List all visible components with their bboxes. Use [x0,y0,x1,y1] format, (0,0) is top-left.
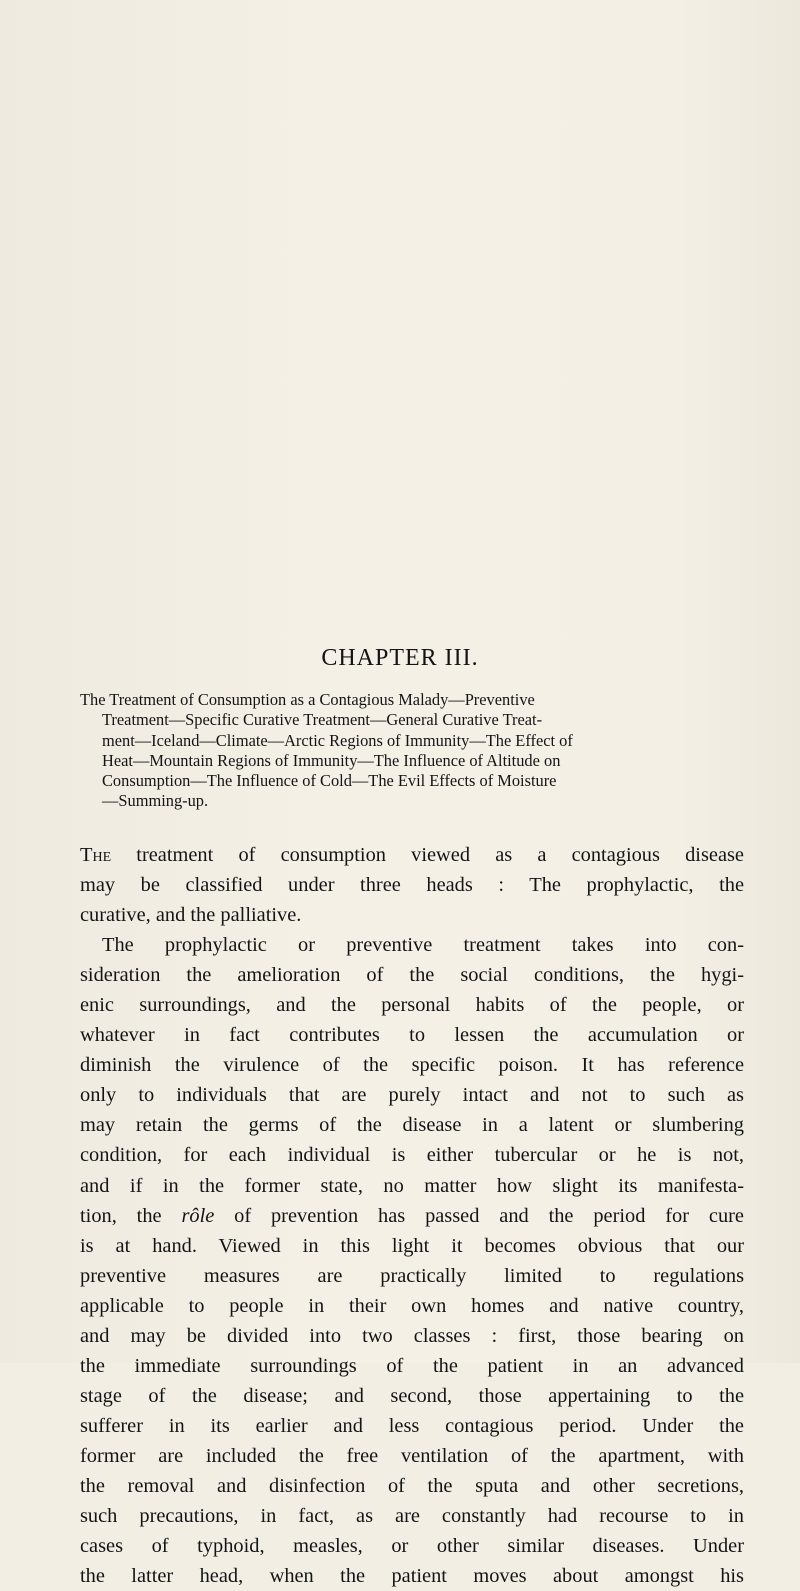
paragraph-2-line: and if in the former state, no matter how slight its manifesta- [80,1174,744,1197]
paragraph-2-line: stage of the disease; and second, those appertaining to the [80,1384,744,1407]
paragraph-2-line: sufferer in its earlier and less contagious period. Under the [80,1414,744,1437]
paragraph-2-line: is at hand. Viewed in this light it becomes obvious that our [80,1234,744,1257]
paragraph-2-line: the latter head, when the patient moves about amongst his [80,1565,744,1588]
paragraph-2-line: applicable to people in their own homes and native country, [80,1294,744,1317]
chapter-heading: CHAPTER III. [321,645,479,671]
paragraph-2-line: The prophylactic or preventive treatment takes into con- [102,934,744,957]
paragraph-2-line: the removal and disinfection of the sputa and other secretions, [80,1474,744,1497]
paragraph-2-line: cases of typhoid, measles, or other similar diseases. Under [80,1535,744,1558]
paragraph-2-line: the immediate surroundings of the patient in an advanced [80,1354,744,1377]
summary-line: Treatment—Specific Curative Treatment—General Curative Treat- [102,710,543,730]
lead-word: The [80,844,112,866]
summary-line: ment—Iceland—Climate—Arctic Regions of Immunity—The Effect of [102,730,573,750]
line-text: treatment of consumption viewed as a contagious disease [111,844,744,866]
paragraph-1-line: curative, and the palliative. [80,904,302,927]
paragraph-2-line: former are included the free ventilation of the apartment, with [80,1444,744,1467]
line-text: of prevention has passed and the period for cure [214,1204,744,1227]
paragraph-2-line: diminish the virulence of the specific poison. It has reference [80,1054,744,1077]
paragraph-2-line: preventive measures are practically limited to regulations [80,1264,744,1287]
paragraph-2-line: such precautions, in fact, as are constantly had recourse to in [80,1505,744,1528]
paragraph-1-line [80,840,744,870]
paragraph-2-line: only to individuals that are purely intact and not to such as [80,1084,744,1107]
paragraph-2-line: whatever in fact contributes to lessen the accumulation or [80,1024,744,1047]
paragraph-1-line: may be classified under three heads : The prophylactic, the [80,874,744,897]
chapter-summary [80,690,744,812]
paragraph-2-line: sideration the amelioration of the social conditions, the hygi- [80,964,744,987]
summary-line: Heat—Mountain Regions of Immunity—The Influence of Altitude on [102,750,561,770]
summary-line: The Treatment of Consumption as a Contagious Malady—Preventive [80,690,535,709]
paragraph-2-line: enic surroundings, and the personal habits of the people, or [80,994,744,1017]
line-text: tion, the [80,1204,182,1227]
paragraph-2-line [80,1201,744,1231]
role-word: rôle [181,1204,215,1227]
paragraph-2-line: and may be divided into two classes : first, those bearing on [80,1324,744,1347]
paragraph-2-line: may retain the germs of the disease in a latent or slumbering [80,1114,744,1137]
summary-line: Consumption—The Influence of Cold—The Evil Effects of Moisture [102,771,557,791]
body-text [80,840,744,1591]
paragraph-2-line: condition, for each individual is either tubercular or he is not, [80,1144,744,1167]
summary-line: —Summing-up. [102,791,209,811]
